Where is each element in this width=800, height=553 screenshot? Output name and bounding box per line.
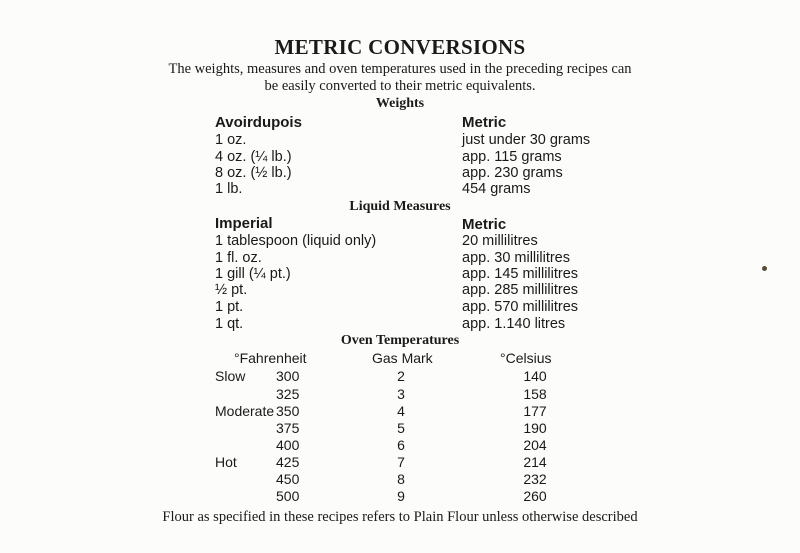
oven-row-label: Moderate [215,403,275,419]
oven-row [0,368,800,386]
oven-row-celsius: 232 [523,471,547,487]
liquid-row-metric: app. 1.140 litres [462,316,566,332]
paper-speck [762,266,767,271]
weights-row-metric: just under 30 grams [462,132,591,148]
page-title: METRIC CONVERSIONS [274,35,526,59]
oven-row-fahrenheit: 375 [276,420,300,436]
liquid-row-imperial: 1 gill (¼ pt.) [215,266,291,282]
oven-row-gas-mark: 4 [397,403,405,419]
oven-row-fahrenheit: 300 [276,368,300,384]
oven-row-gas-mark: 7 [397,454,405,470]
liquid-row-imperial: 1 pt. [215,299,244,315]
oven-row-celsius: 214 [523,454,547,470]
oven-row-gas-mark: 9 [397,488,405,504]
weights-row-metric: app. 115 grams [462,149,562,165]
oven-row-fahrenheit: 350 [276,403,300,419]
oven-col-celsius: °Celsius [500,350,552,366]
oven-row [0,420,800,438]
oven-row-gas-mark: 2 [397,368,405,384]
oven-row-fahrenheit: 450 [276,471,300,487]
liquid-row-metric: app. 30 millilitres [462,250,570,266]
weights-row-metric: 454 grams [462,181,531,197]
weights-row-imperial: 1 lb. [215,181,243,197]
oven-row-celsius: 260 [523,488,547,504]
liquid-heading: Liquid Measures [349,199,451,214]
weights-left-header: Avoirdupois [215,114,302,131]
oven-row-fahrenheit: 500 [276,488,300,504]
liquid-row-imperial: 1 tablespoon (liquid only) [215,233,377,249]
weights-row-imperial: 1 oz. [215,132,247,148]
weights-row-imperial: 8 oz. (½ lb.) [215,165,292,181]
oven-row [0,488,800,506]
weights-heading: Weights [375,96,425,111]
liquid-row-metric: 20 millilitres [462,233,538,249]
footer-note: Flour as specified in these recipes refers to Plain Flour unless otherwise described [162,509,638,525]
intro-line-2: be easily converted to their metric equivalents. [264,78,536,94]
oven-row-fahrenheit: 400 [276,437,300,453]
liquid-row-imperial: 1 fl. oz. [215,250,262,266]
oven-row-fahrenheit: 425 [276,454,300,470]
liquid-row-metric: app. 145 millilitres [462,266,579,282]
oven-row-label: Slow [215,368,246,384]
oven-row [0,386,800,404]
oven-row [0,403,800,421]
liquid-row-metric: app. 570 millilitres [462,299,579,315]
oven-row-celsius: 158 [523,386,547,402]
oven-row-gas-mark: 8 [397,471,405,487]
oven-row-celsius: 177 [523,403,547,419]
oven-row-celsius: 190 [523,420,547,436]
intro-text [150,61,650,95]
oven-col-gas-mark: Gas Mark [372,350,433,366]
oven-row-gas-mark: 5 [397,420,405,436]
oven-row-fahrenheit: 325 [276,386,300,402]
liquid-row-metric: app. 285 millilitres [462,282,579,298]
oven-row-celsius: 140 [523,368,547,384]
oven-col-fahrenheit: °Fahrenheit [234,350,307,366]
liquid-right-header: Metric [462,216,507,233]
liquid-row-imperial: ½ pt. [215,282,248,298]
oven-row-gas-mark: 6 [397,437,405,453]
oven-heading: Oven Temperatures [340,333,460,348]
oven-row-label: Hot [215,454,237,470]
liquid-row-imperial: 1 qt. [215,316,244,332]
oven-row [0,454,800,472]
oven-row [0,471,800,489]
weights-row-imperial: 4 oz. (¼ lb.) [215,149,292,165]
oven-row-celsius: 204 [523,437,547,453]
weights-row-metric: app. 230 grams [462,165,563,181]
intro-line-1: The weights, measures and oven temperatures used in the preceding recipes can [168,61,632,77]
oven-row [0,437,800,455]
liquid-left-header: Imperial [215,215,273,232]
weights-right-header: Metric [462,114,507,131]
oven-row-gas-mark: 3 [397,386,405,402]
